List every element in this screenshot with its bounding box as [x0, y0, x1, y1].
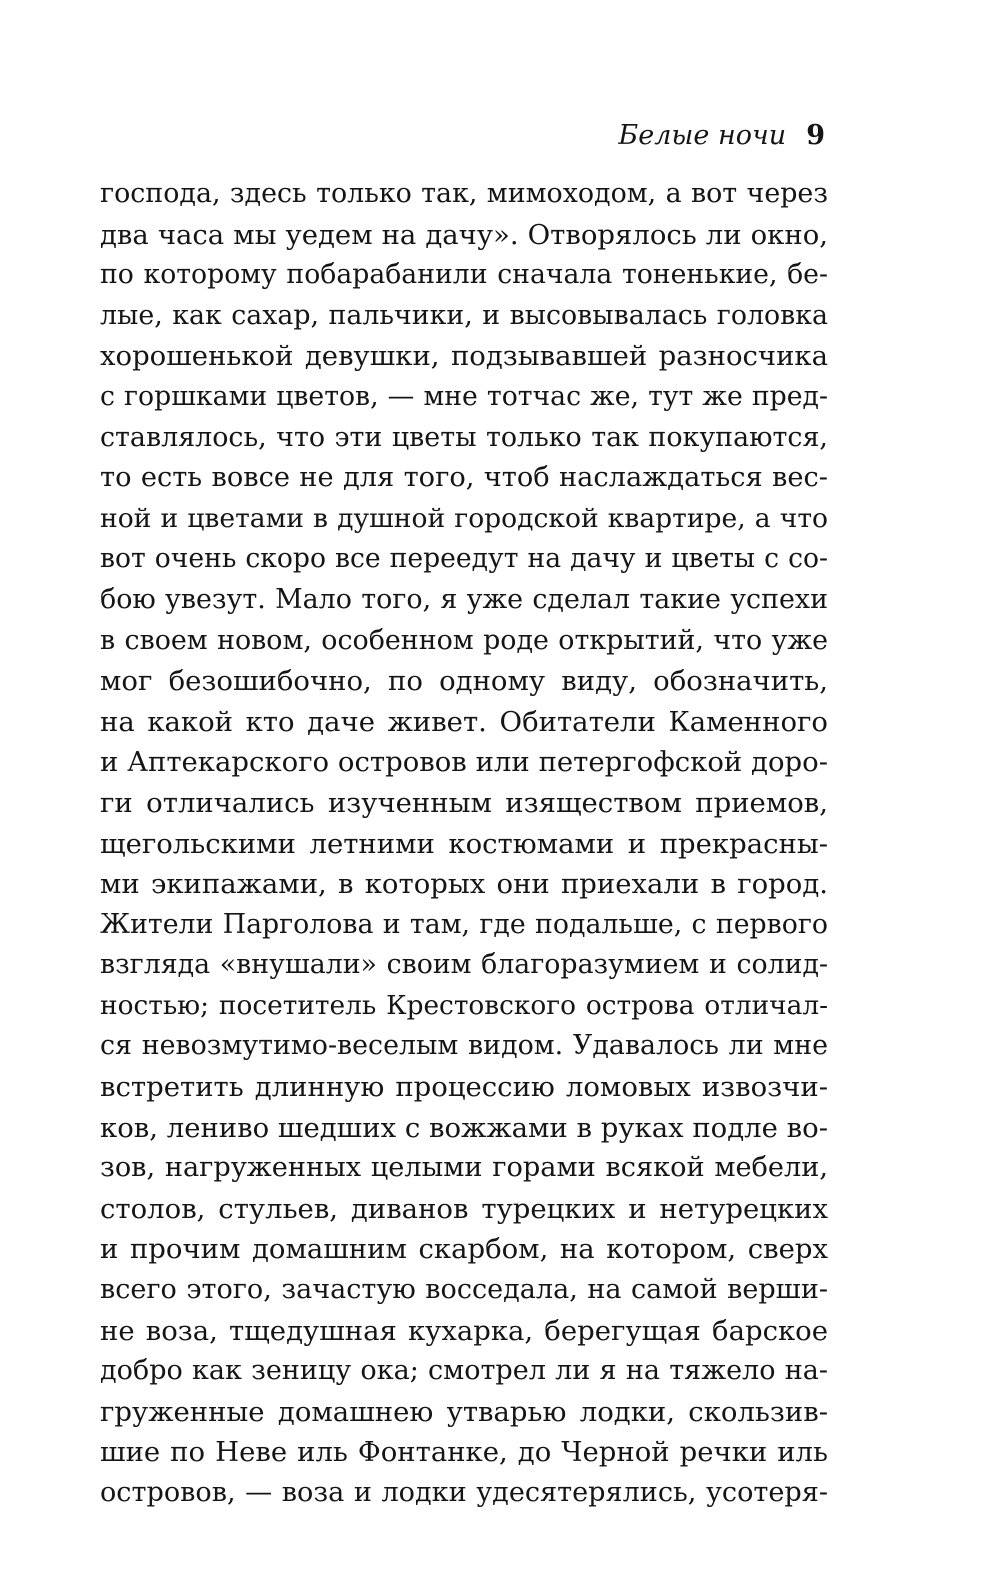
body-text — [100, 174, 828, 1514]
text-line: Жители Парголова и там, где подальше, с первого — [100, 908, 828, 940]
text-line: зов, нагруженных целыми горами всякой мебели, — [100, 1152, 828, 1184]
text-line: островов, — воза и лодки удесятерялись, усотеря- — [100, 1477, 828, 1508]
text-line: шие по Неве иль Фонтанке, до Черной речки иль — [100, 1436, 828, 1469]
text-line: на какой кто даче живет. Обитатели Каменного — [100, 705, 828, 738]
text-line: в своем новом, особенном роде открытий, что уже — [100, 624, 828, 656]
text-line: щегольскими летними костюмами и прекрасны- — [100, 827, 828, 860]
text-line: столов, стульев, диванов турецких и нетурецких — [100, 1192, 828, 1225]
text-line: взгляда «внушали» своим благоразумием и солид- — [100, 949, 828, 981]
text-line: вот очень скоро все переедут на дачу и цветы с со- — [100, 543, 828, 575]
text-line: ков, лениво шедших с вожжами в руках подле во- — [100, 1111, 828, 1144]
text-line: ми экипажами, в которых они приехали в город. — [100, 868, 828, 901]
text-line: с горшками цветов, — мне тотчас же, тут же пред- — [100, 380, 828, 412]
text-line: груженные домашнею утварью лодки, скользив- — [100, 1395, 828, 1428]
text-line: ной и цветами в душной городской квартире, а что — [100, 502, 828, 534]
text-line: встретить длинную процессию ломовых извозчи- — [100, 1071, 828, 1104]
text-line: ставлялось, что эти цветы только так покупаются, — [100, 421, 828, 453]
text-line: ся невозмутимо-веселым видом. Удавалось ли мне — [100, 1030, 828, 1062]
text-line: господа, здесь только так, мимоходом, а вот через — [100, 178, 828, 209]
text-line: по которому побарабанили сначала тоненькие, бе- — [100, 259, 828, 291]
text-line: два часа мы уедем на дачу». Отворялось ли окно, — [100, 218, 828, 251]
running-title: Белые ночи — [618, 120, 787, 151]
text-line: мог безошибочно, по одному виду, обозначить, — [100, 665, 828, 698]
text-line: ги отличались изученным изяществом приемов, — [100, 786, 828, 819]
text-line: то есть вовсе не для того, чтоб наслаждаться вес- — [100, 462, 828, 494]
text-line: бою увезут. Мало того, я уже сделал такие успехи — [100, 583, 828, 615]
text-line: лые, как сахар, пальчики, и высовывалась головка — [100, 299, 828, 331]
text-line: не воза, тщедушная кухарка, берегущая барское — [100, 1314, 828, 1347]
text-line: и Аптекарского островов или петергофской доро- — [100, 746, 828, 779]
running-header — [600, 116, 825, 156]
text-line: всего этого, зачастую восседала, на самой верши- — [100, 1274, 828, 1306]
text-line: хорошенькой девушки, подзывавшей разносчика — [100, 340, 828, 373]
page-number: 9 — [806, 120, 825, 151]
text-line: ностью; посетитель Крестовского острова отличал- — [100, 990, 828, 1021]
text-line: добро как зеницу ока; смотрел ли я на тяжело на- — [100, 1355, 828, 1387]
text-line: и прочим домашним скарбом, на котором, сверх — [100, 1233, 828, 1266]
